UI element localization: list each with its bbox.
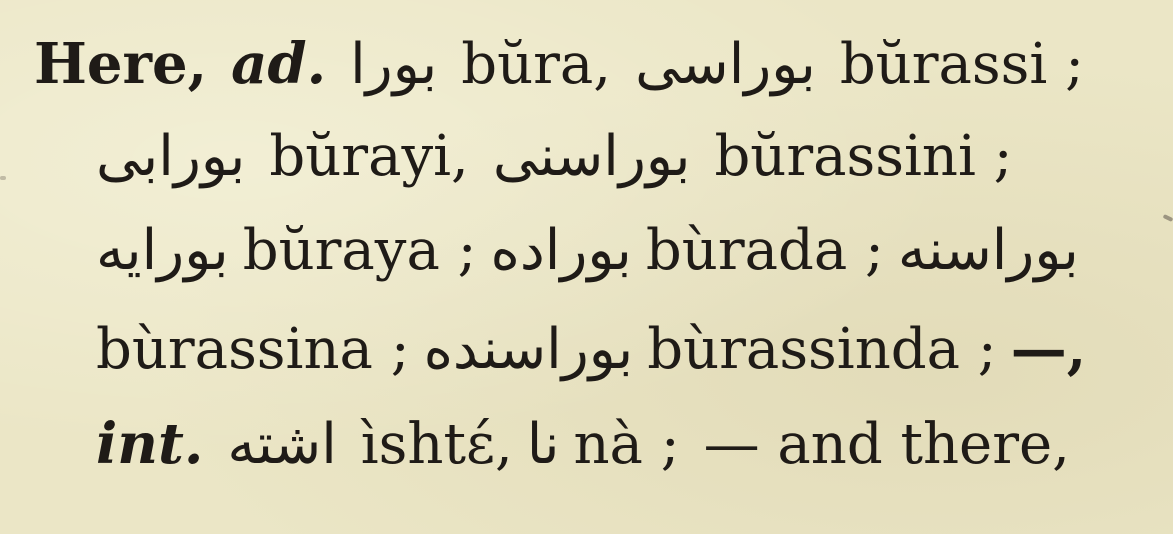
transliteration: bùrassina ;: [96, 317, 410, 382]
transliteration: bùrada ;: [645, 218, 884, 283]
arabic-form: بورايه: [96, 218, 229, 283]
transliteration: bùrassinda ;: [647, 317, 997, 382]
arabic-form: بوراده: [490, 218, 632, 283]
entry-line-4: [96, 303, 1086, 395]
trailing-text: — and there,: [703, 412, 1070, 477]
pos-ad: ad.: [231, 31, 327, 97]
dash-separator: —,: [1010, 316, 1087, 382]
arabic-form: بورابى: [96, 124, 246, 189]
page-edge-mark: [0, 176, 6, 180]
transliteration: bŭrassi ;: [839, 32, 1084, 97]
transliteration: bŭrassini ;: [714, 124, 1013, 189]
headword: Here,: [34, 31, 208, 97]
entry-line-5: [96, 398, 1070, 490]
transliteration: bŭra,: [461, 32, 612, 97]
entry-line-3: [96, 205, 1079, 297]
entry-line-1: [34, 18, 1084, 110]
arabic-form: بورا: [350, 32, 438, 97]
transliteration: ìshtέ,: [360, 412, 513, 477]
arabic-form: اشته: [227, 412, 337, 477]
transliteration: bŭrayi,: [269, 124, 469, 189]
transliteration: nà ;: [573, 412, 680, 477]
arabic-form: بوراسنه: [897, 218, 1079, 283]
arabic-form: بوراسنى: [492, 124, 691, 189]
pos-int: int.: [96, 411, 204, 477]
entry-line-2: [96, 111, 1013, 203]
transliteration: bŭraya ;: [242, 218, 477, 283]
page-edge-mark: [1163, 214, 1173, 222]
arabic-form: نا: [526, 412, 560, 477]
arabic-form: بوراسى: [635, 32, 816, 97]
arabic-form: بوراسنده: [423, 317, 634, 382]
